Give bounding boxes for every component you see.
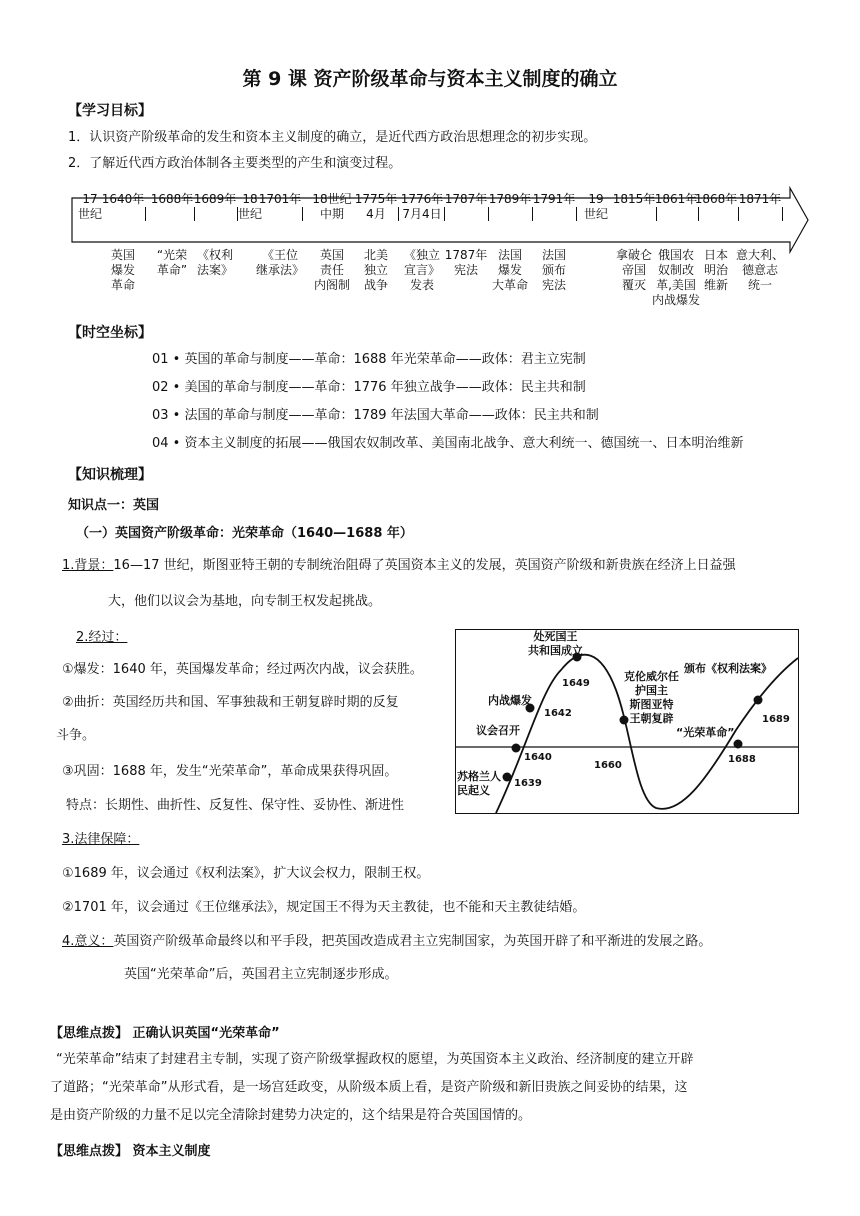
coordinate-item-2: 02 • 美国的革命与制度——革命：1776 年独立战争——政体：民主共和制 bbox=[152, 380, 586, 395]
timeline-date: 1868年 bbox=[694, 192, 738, 206]
tip-heading-2: 【思维点拨】 资本主义制度 bbox=[50, 1144, 211, 1159]
background-text-2: 大，他们以议会为基地，向专制王权发起挑战。 bbox=[108, 594, 382, 609]
label-1660: 克伦威尔任 护国主 斯图亚特 王朝复辟 bbox=[624, 670, 679, 725]
timeline-date: 1791年 bbox=[532, 192, 576, 206]
knowledge-point-1: 知识点一：英国 bbox=[68, 498, 160, 513]
timeline-event: 《权利 法案》 bbox=[196, 248, 234, 277]
meaning-label: 4.意义： bbox=[62, 934, 114, 949]
timeline-event: 《王位 继承法》 bbox=[255, 248, 305, 277]
timeline-event: 《独立 宣言》 发表 bbox=[403, 248, 441, 292]
timeline-date: 1689年 bbox=[193, 192, 237, 206]
year-1640: 1640 bbox=[524, 752, 552, 763]
background-paragraph bbox=[62, 556, 736, 576]
meaning-paragraph bbox=[62, 932, 711, 952]
timeline-date: 1776年 7月4日 bbox=[400, 192, 444, 221]
timeline-date: 1775年 4月 bbox=[354, 192, 398, 221]
timeline-event: 意大利、 德意志 统一 bbox=[735, 248, 785, 292]
knowledge-heading: 【知识梳理】 bbox=[68, 467, 152, 483]
background-text-1: 16—17 世纪，斯图亚特王朝的专制统治阻碍了英国资本主义的发展，英国资产阶级和新贵族在经济上日益强 bbox=[113, 558, 736, 573]
timeline-tick bbox=[738, 207, 739, 221]
timeline-event: 英国 责任 内阁制 bbox=[313, 248, 351, 292]
label-1642: 内战爆发 bbox=[488, 694, 532, 707]
year-1642: 1642 bbox=[544, 708, 572, 719]
timeline-tick bbox=[488, 207, 489, 221]
timeline-tick bbox=[576, 207, 577, 221]
coordinate-item-3: 03 • 法国的革命与制度——革命：1789 年法国大革命——政体：民主共和制 bbox=[152, 408, 599, 423]
year-1660: 1660 bbox=[594, 760, 622, 771]
law-label: 3.法律保障： bbox=[62, 832, 140, 847]
meaning-text-1: 英国资产阶级革命最终以和平手段，把英国改造成君主立宪制国家，为英国开辟了和平渐进的发展之路。 bbox=[113, 934, 712, 949]
point-1688 bbox=[734, 740, 743, 749]
label-1640: 议会召开 bbox=[476, 724, 520, 737]
law-item-2: ②1701 年，议会通过《王位继承法》，规定国王不得为天主教徒，也不能和天主教徒结婚。 bbox=[62, 900, 586, 915]
timeline-event: 拿破仑 帝国 覆灭 bbox=[615, 248, 653, 292]
timeline-date: 1787年 bbox=[444, 192, 488, 206]
timeline-event: 法国 颁布 宪法 bbox=[541, 248, 567, 292]
process-twists: ②曲折：英国经历共和国、军事独裁和王朝复辟时期的反复 bbox=[62, 695, 399, 710]
label-1649: 处死国王 共和国成立 bbox=[528, 630, 583, 657]
objective-item-1: 1．认识资产阶级革命的发生和资本主义制度的确立，是近代西方政治思想理念的初步实现。 bbox=[68, 130, 597, 145]
label-1689: 颁布《权利法案》 bbox=[684, 662, 772, 675]
label-1688: “光荣革命” bbox=[676, 726, 735, 739]
coordinate-item-4: 04 • 资本主义制度的拓展——俄国农奴制改革、美国南北战争、意大利统一、德国统一、日本明治维新 bbox=[152, 436, 744, 451]
tip-1-line-1: “光荣革命”结束了封建君主专制，实现了资产阶级掌握政权的愿望，为英国资本主义政治、经济制度的建立开辟 bbox=[56, 1052, 694, 1067]
timeline-tick bbox=[698, 207, 699, 221]
timeline-tick bbox=[237, 207, 238, 221]
timeline-event: 1787年 宪法 bbox=[444, 248, 488, 277]
point-1640 bbox=[512, 744, 521, 753]
timeline-event: 法国 爆发 大革命 bbox=[491, 248, 529, 292]
label-1639: 苏格兰人 民起义 bbox=[457, 770, 501, 797]
timeline-date: 1688年 bbox=[150, 192, 194, 206]
background-label: 1.背景： bbox=[62, 558, 114, 573]
coordinate-item-1: 01 • 英国的革命与制度——革命：1688 年光荣革命——政体：君主立宪制 bbox=[152, 352, 586, 367]
timeline-tick bbox=[656, 207, 657, 221]
timeline-event: “光荣 革命” bbox=[156, 248, 188, 277]
timeline-date: 1789年 bbox=[488, 192, 532, 206]
year-1639: 1639 bbox=[514, 778, 542, 789]
revolution-curve-graph bbox=[455, 629, 799, 814]
timeline-tick bbox=[145, 207, 146, 221]
timeline-date: 1871年 bbox=[738, 192, 782, 206]
process-outbreak: ①爆发：1640 年，英国爆发革命；经过两次内战，议会获胜。 bbox=[62, 662, 423, 677]
subsection-title: （一）英国资产阶级革命：光荣革命（1640—1688 年） bbox=[76, 526, 413, 541]
timeline-event: 北美 独立 战争 bbox=[363, 248, 389, 292]
year-1649: 1649 bbox=[562, 678, 590, 689]
year-1689: 1689 bbox=[762, 714, 790, 725]
timeline-tick bbox=[398, 207, 399, 221]
timeline-event: 日本 明治 维新 bbox=[703, 248, 729, 292]
timeline-tick bbox=[194, 207, 195, 221]
features-text: 特点：长期性、曲折性、反复性、保守性、妥协性、渐进性 bbox=[66, 798, 405, 813]
timeline-event: 俄国农 奴制改 革,美国 内战爆发 bbox=[651, 248, 701, 307]
process-consolidation: ③巩固：1688 年，发生“光荣革命”，革命成果获得巩固。 bbox=[62, 764, 398, 779]
page-title: 第 9 课 资产阶级革命与资本主义制度的确立 bbox=[242, 68, 618, 90]
timeline bbox=[70, 186, 810, 311]
timeline-tick bbox=[782, 207, 783, 221]
point-1689 bbox=[754, 696, 763, 705]
timeline-date: 18 世纪 bbox=[237, 192, 263, 221]
timeline-tick bbox=[532, 207, 533, 221]
tip-heading-1: 【思维点拨】 正确认识英国“光荣革命” bbox=[50, 1026, 280, 1041]
timeline-tick bbox=[302, 207, 303, 221]
coordinates-heading: 【时空坐标】 bbox=[68, 325, 152, 341]
point-1639 bbox=[503, 773, 512, 782]
tip-1-line-2: 了道路；“光荣革命”从形式看，是一场宫廷政变，从阶级本质上看，是资产阶级和新旧贵族之间妥协的结果，这 bbox=[50, 1080, 688, 1095]
timeline-date: 1701年 bbox=[258, 192, 302, 206]
timeline-date: 19 世纪 bbox=[583, 192, 609, 221]
process-label: 2.经过： bbox=[76, 630, 128, 645]
timeline-date: 18世纪 中期 bbox=[312, 192, 352, 221]
timeline-date: 1861年 bbox=[654, 192, 698, 206]
meaning-text-2: 英国“光荣革命”后，英国君主立宪制逐步形成。 bbox=[124, 967, 398, 982]
timeline-date: 1640年 bbox=[101, 192, 145, 206]
tip-1-line-3: 是由资产阶级的力量不足以完全清除封建势力决定的，这个结果是符合英国国情的。 bbox=[50, 1108, 532, 1123]
objectives-heading: 【学习目标】 bbox=[68, 103, 152, 119]
timeline-date: 1815年 bbox=[612, 192, 656, 206]
timeline-event: 英国 爆发 革命 bbox=[110, 248, 136, 292]
timeline-date: 17 世纪 bbox=[77, 192, 103, 221]
year-1688: 1688 bbox=[728, 754, 756, 765]
law-item-1: ①1689 年，议会通过《权利法案》，扩大议会权力，限制王权。 bbox=[62, 866, 430, 881]
objective-item-2: 2．了解近代西方政治体制各主要类型的产生和演变过程。 bbox=[68, 156, 402, 171]
process-twists-cont: 斗争。 bbox=[56, 728, 96, 743]
timeline-tick bbox=[444, 207, 445, 221]
